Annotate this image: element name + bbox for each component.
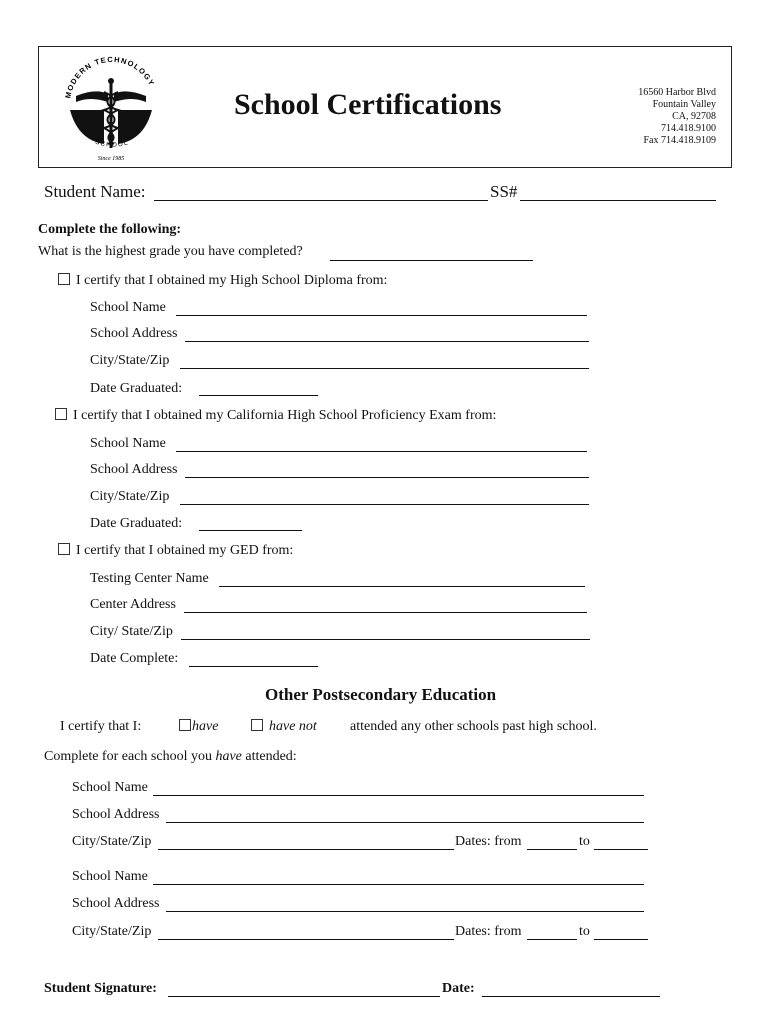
diploma-city-field[interactable]	[180, 368, 589, 369]
logo-text-bottom: SCHOOL	[94, 138, 130, 149]
ged-center-name-label: Testing Center Name	[90, 571, 209, 586]
signature-date-field[interactable]	[482, 996, 660, 997]
school-logo-icon	[56, 52, 166, 164]
ged-city-field[interactable]	[181, 639, 590, 640]
ged-checkbox-row[interactable]	[58, 543, 293, 559]
address-phone: 714.418.9100	[661, 123, 716, 134]
ged-checkbox[interactable]	[58, 543, 70, 555]
complete-each-school	[44, 749, 297, 765]
diploma-school-address-field[interactable]	[185, 341, 589, 342]
have-option[interactable]	[179, 719, 218, 735]
page-title: School Certifications	[234, 88, 502, 121]
address-fax: Fax 714.418.9109	[643, 135, 716, 146]
school1-from-field[interactable]	[527, 849, 577, 850]
school2-address-field[interactable]	[166, 911, 644, 912]
school2-name-label: School Name	[72, 869, 148, 884]
student-name-label: Student Name:	[44, 182, 146, 201]
postsecondary-heading: Other Postsecondary Education	[265, 685, 497, 704]
school1-address-label: School Address	[72, 807, 160, 822]
proficiency-school-name-label: School Name	[90, 436, 166, 451]
attended-tail: attended any other schools past high school.	[350, 719, 597, 734]
proficiency-school-address-field[interactable]	[185, 477, 589, 478]
have-checkbox[interactable]	[179, 719, 191, 731]
ss-field[interactable]	[520, 200, 716, 201]
diploma-checkbox-label: I certify that I obtained my High School Diploma from:	[76, 273, 388, 288]
proficiency-date-label: Date Graduated:	[90, 516, 183, 531]
proficiency-date-field[interactable]	[199, 530, 302, 531]
diploma-checkbox[interactable]	[58, 273, 70, 285]
signature-field[interactable]	[168, 996, 440, 997]
diploma-school-address-label: School Address	[90, 326, 178, 341]
school2-from-label: Dates: from	[455, 924, 522, 939]
school1-to-label: to	[579, 834, 590, 849]
address-city: Fountain Valley	[652, 99, 716, 110]
school2-from-field[interactable]	[527, 939, 577, 940]
signature-label: Student Signature:	[44, 981, 157, 996]
ged-city-label: City/ State/Zip	[90, 624, 173, 639]
address-state-zip: CA, 92708	[672, 111, 716, 122]
have-not-label: have not	[269, 719, 317, 734]
school2-city-field[interactable]	[158, 939, 454, 940]
ged-date-label: Date Complete:	[90, 651, 179, 666]
school2-address-label: School Address	[72, 896, 160, 911]
have-label: have	[192, 719, 219, 734]
complete-each-ital: have	[215, 749, 242, 764]
student-name-field[interactable]	[154, 200, 488, 201]
proficiency-city-label: City/State/Zip	[90, 489, 170, 504]
logo-text-top: MODERN TECHNOLOGY	[63, 54, 157, 100]
grade-field[interactable]	[330, 260, 533, 261]
school2-to-field[interactable]	[594, 939, 648, 940]
school2-to-label: to	[579, 924, 590, 939]
ged-date-field[interactable]	[189, 666, 318, 667]
school1-to-field[interactable]	[594, 849, 648, 850]
school-address	[638, 87, 716, 147]
diploma-checkbox-row[interactable]	[58, 273, 387, 289]
proficiency-checkbox[interactable]	[55, 408, 67, 420]
school1-name-label: School Name	[72, 780, 148, 795]
complete-heading: Complete the following:	[38, 222, 182, 237]
school1-name-field[interactable]	[153, 795, 644, 796]
ss-label: SS#	[490, 182, 518, 201]
proficiency-school-name-field[interactable]	[176, 451, 587, 452]
proficiency-checkbox-row[interactable]	[55, 408, 496, 424]
certify-label: I certify that I:	[60, 719, 142, 734]
diploma-school-name-field[interactable]	[176, 315, 587, 316]
ged-center-address-label: Center Address	[90, 597, 176, 612]
school1-city-label: City/State/Zip	[72, 834, 152, 849]
have-not-checkbox[interactable]	[251, 719, 263, 731]
diploma-school-name-label: School Name	[90, 300, 166, 315]
complete-each-post: attended:	[241, 749, 297, 764]
school1-city-field[interactable]	[158, 849, 454, 850]
ged-checkbox-label: I certify that I obtained my GED from:	[76, 543, 294, 558]
diploma-city-label: City/State/Zip	[90, 353, 170, 368]
have-not-option[interactable]	[251, 719, 317, 735]
complete-each-pre: Complete for each school you	[44, 749, 216, 764]
logo-since: Since 1985	[97, 156, 125, 162]
school1-from-label: Dates: from	[455, 834, 522, 849]
school1-address-field[interactable]	[166, 822, 644, 823]
diploma-date-field[interactable]	[199, 395, 318, 396]
proficiency-school-address-label: School Address	[90, 462, 178, 477]
proficiency-city-field[interactable]	[180, 504, 589, 505]
grade-question: What is the highest grade you have completed?	[38, 244, 303, 259]
ged-center-address-field[interactable]	[184, 612, 587, 613]
signature-date-label: Date:	[442, 981, 475, 996]
school2-name-field[interactable]	[153, 884, 644, 885]
proficiency-checkbox-label: I certify that I obtained my California High School Proficiency Exam from:	[73, 408, 497, 423]
address-street: 16560 Harbor Blvd	[638, 87, 716, 98]
school2-city-label: City/State/Zip	[72, 924, 152, 939]
diploma-date-label: Date Graduated:	[90, 381, 183, 396]
ged-center-name-field[interactable]	[219, 586, 585, 587]
